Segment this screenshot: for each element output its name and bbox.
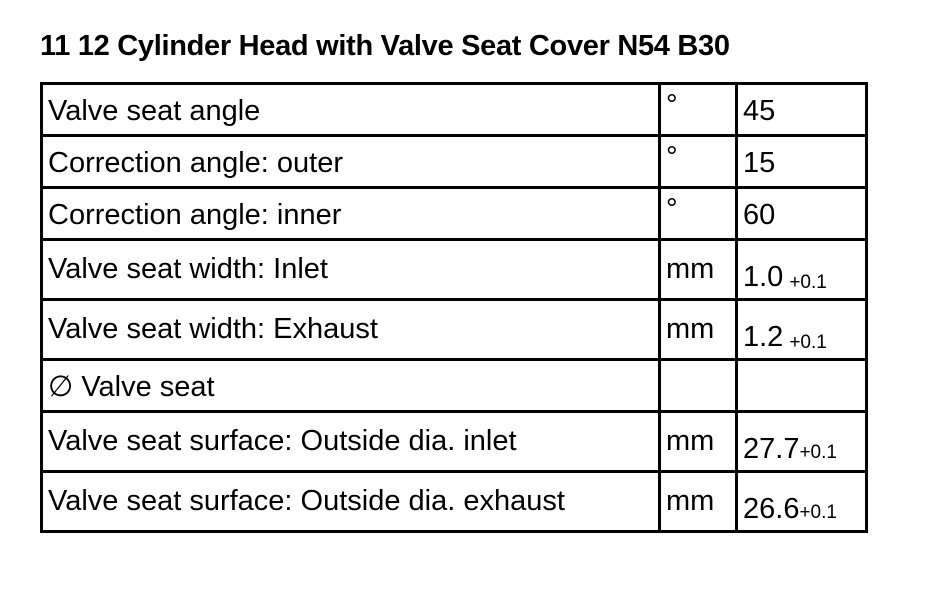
row-unit-cell xyxy=(660,300,737,360)
row-unit: mm xyxy=(666,425,715,457)
row-tolerance: +0.1 xyxy=(799,502,837,523)
row-value-cell xyxy=(737,472,867,532)
row-unit-cell xyxy=(660,412,737,472)
row-tolerance: +0.1 xyxy=(789,272,827,293)
row-label: Valve seat width: Inlet xyxy=(48,253,328,285)
row-value: 26.6 xyxy=(743,493,800,525)
row-tolerance: +0.1 xyxy=(799,442,837,463)
row-label: Valve seat surface: Outside dia. exhaust xyxy=(48,485,565,517)
table-row xyxy=(42,360,867,412)
row-unit: ° xyxy=(666,193,678,225)
row-value-cell xyxy=(737,136,867,188)
row-label-cell xyxy=(42,360,660,412)
row-label-cell xyxy=(42,84,660,136)
table-row xyxy=(42,188,867,240)
row-label-cell xyxy=(42,136,660,188)
page-title: 11 12 Cylinder Head with Valve Seat Cover N54 B30 xyxy=(40,30,730,62)
diameter-icon: ∅ xyxy=(48,371,74,403)
table-row xyxy=(42,84,867,136)
row-unit-cell xyxy=(660,472,737,532)
row-unit-cell xyxy=(660,240,737,300)
row-value: 27.7 xyxy=(743,433,800,465)
row-value-cell xyxy=(737,84,867,136)
table-row xyxy=(42,412,867,472)
row-unit-cell xyxy=(660,188,737,240)
row-label-cell xyxy=(42,240,660,300)
row-value-cell xyxy=(737,300,867,360)
row-unit-cell xyxy=(660,84,737,136)
row-unit: mm xyxy=(666,485,715,517)
row-label: Valve seat width: Exhaust xyxy=(48,313,378,345)
row-value: 1.2 xyxy=(743,321,784,353)
row-unit-cell xyxy=(660,360,737,412)
row-value-cell xyxy=(737,360,867,412)
row-unit: ° xyxy=(666,89,678,121)
row-label-cell xyxy=(42,188,660,240)
row-unit: ° xyxy=(666,141,678,173)
row-label: Valve seat xyxy=(81,371,215,403)
row-value-cell xyxy=(737,188,867,240)
row-label: Correction angle: inner xyxy=(48,199,342,231)
row-unit: mm xyxy=(666,313,715,345)
row-value: 15 xyxy=(743,147,776,179)
row-label-cell xyxy=(42,300,660,360)
row-value: 45 xyxy=(743,95,776,127)
row-label-cell xyxy=(42,412,660,472)
table-row xyxy=(42,136,867,188)
row-unit-cell xyxy=(660,136,737,188)
spec-table xyxy=(40,82,868,533)
row-label: Correction angle: outer xyxy=(48,147,343,179)
row-unit: mm xyxy=(666,253,715,285)
row-value-cell xyxy=(737,412,867,472)
row-label: Valve seat angle xyxy=(48,95,261,127)
row-tolerance: +0.1 xyxy=(789,332,827,353)
table-row xyxy=(42,300,867,360)
row-value-cell xyxy=(737,240,867,300)
table-row xyxy=(42,472,867,532)
row-label-cell xyxy=(42,472,660,532)
row-label: Valve seat surface: Outside dia. inlet xyxy=(48,425,517,457)
table-row xyxy=(42,240,867,300)
row-value: 60 xyxy=(743,199,776,231)
row-value: 1.0 xyxy=(743,261,784,293)
